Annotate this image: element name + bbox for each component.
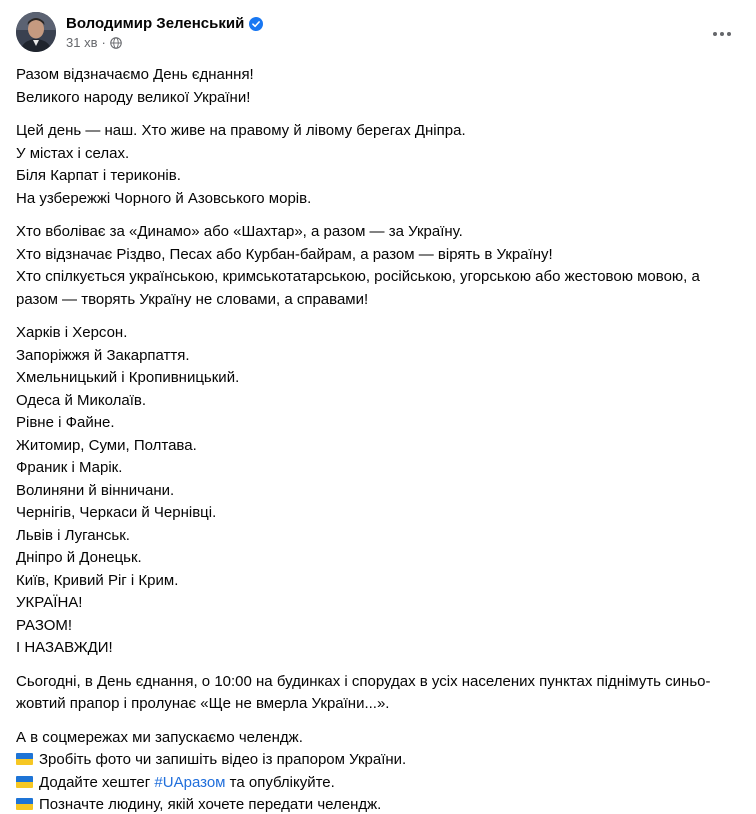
post-header — [16, 10, 740, 54]
text-line: УКРАЇНА! — [16, 594, 83, 611]
paragraph-6 — [16, 727, 740, 814]
text-line: Волиняни й вінничани. — [16, 481, 175, 499]
text-line: На узбережжі Чорного й Азовського морів. — [16, 189, 312, 207]
text-line: Хто відзначає Різдво, Песах або Курбан-байрам, а разом — вірять в Україну! — [16, 245, 553, 263]
text-line: Запоріжжя й Закарпаття. — [16, 346, 190, 364]
text-line: Харків і Херсон. — [16, 324, 128, 341]
meta-separator: · — [101, 34, 106, 50]
more-options-button[interactable] — [704, 16, 740, 52]
hashtag-link[interactable]: #UAразом — [154, 773, 226, 791]
text-line: Київ, Кривий Ріг і Крим. — [16, 571, 179, 589]
text-line: Франик і Марік. — [16, 459, 123, 476]
text-line: Дніпро й Донецьк. — [16, 549, 142, 566]
challenge-item-text: Зробіть фото чи запишіть відео із прапором України. — [39, 751, 407, 768]
text-line: Львів і Луганськ. — [16, 526, 130, 544]
text-line: Сьогодні, в День єднання, о 10:00 на будинках і спорудах в усіх населених пунктах піднімуть синьо-жовтий прапор і пролунає «Ще не вмерла України...». — [16, 672, 711, 712]
text-line: А в соцмережах ми запускаємо челендж. — [16, 728, 303, 746]
more-dot-icon — [713, 32, 717, 36]
text-line: Хто спілкується українською, кримськотатарською, російською, угорською або жестовою мовою, а разом — творять Україну не словами, а справами! — [16, 268, 700, 308]
ukraine-flag-icon — [16, 776, 33, 788]
more-dot-icon — [727, 32, 731, 36]
text-line: І НАЗАВЖДИ! — [16, 639, 113, 656]
challenge-item — [16, 749, 740, 772]
text-line: Рівне і Файне. — [16, 414, 115, 431]
text-line: Разом відзначаємо День єднання! — [16, 66, 254, 83]
challenge-item-text: Додайте хештег — [39, 773, 155, 791]
post-meta — [66, 35, 263, 51]
avatar[interactable] — [16, 12, 56, 52]
text-line: Цей день — наш. Хто живе на правому й лівому берегах Дніпра. — [16, 122, 466, 139]
challenge-item — [16, 772, 740, 795]
author-block — [66, 14, 263, 51]
avatar-image — [16, 12, 56, 52]
post-timestamp[interactable]: 31 хв — [66, 34, 98, 50]
paragraph-2 — [16, 120, 740, 210]
text-line: Біля Карпат і териконів. — [16, 167, 181, 184]
paragraph-4 — [16, 322, 740, 660]
author-name-row — [66, 14, 263, 34]
ukraine-flag-icon — [16, 798, 33, 810]
text-line: РАЗОМ! — [16, 616, 73, 634]
text-line: Житомир, Суми, Полтава. — [16, 436, 197, 454]
globe-icon[interactable] — [110, 37, 122, 49]
text-line: Великого народу великої України! — [16, 88, 251, 106]
more-dot-icon — [720, 32, 724, 36]
text-line: Хмельницький і Кропивницький. — [16, 369, 240, 386]
challenge-item-text: та опублікуйте. — [225, 773, 335, 791]
text-line: Хто вболіває за «Динамо» або «Шахтар», а разом — за Україну. — [16, 223, 463, 240]
paragraph-1 — [16, 64, 740, 109]
verified-badge-icon — [249, 17, 263, 31]
challenge-item-text: Позначте людину, якій хочете передати челендж. — [39, 796, 382, 813]
text-line: У містах і селах. — [16, 144, 130, 162]
author-name[interactable]: Володимир Зеленський — [66, 14, 245, 32]
challenge-item — [16, 794, 740, 814]
text-line: Чернігів, Черкаси й Чернівці. — [16, 504, 217, 521]
text-line: Одеса й Миколаїв. — [16, 391, 147, 409]
ukraine-flag-icon — [16, 753, 33, 765]
paragraph-5 — [16, 671, 740, 716]
paragraph-3 — [16, 221, 740, 311]
post-text — [16, 64, 740, 814]
